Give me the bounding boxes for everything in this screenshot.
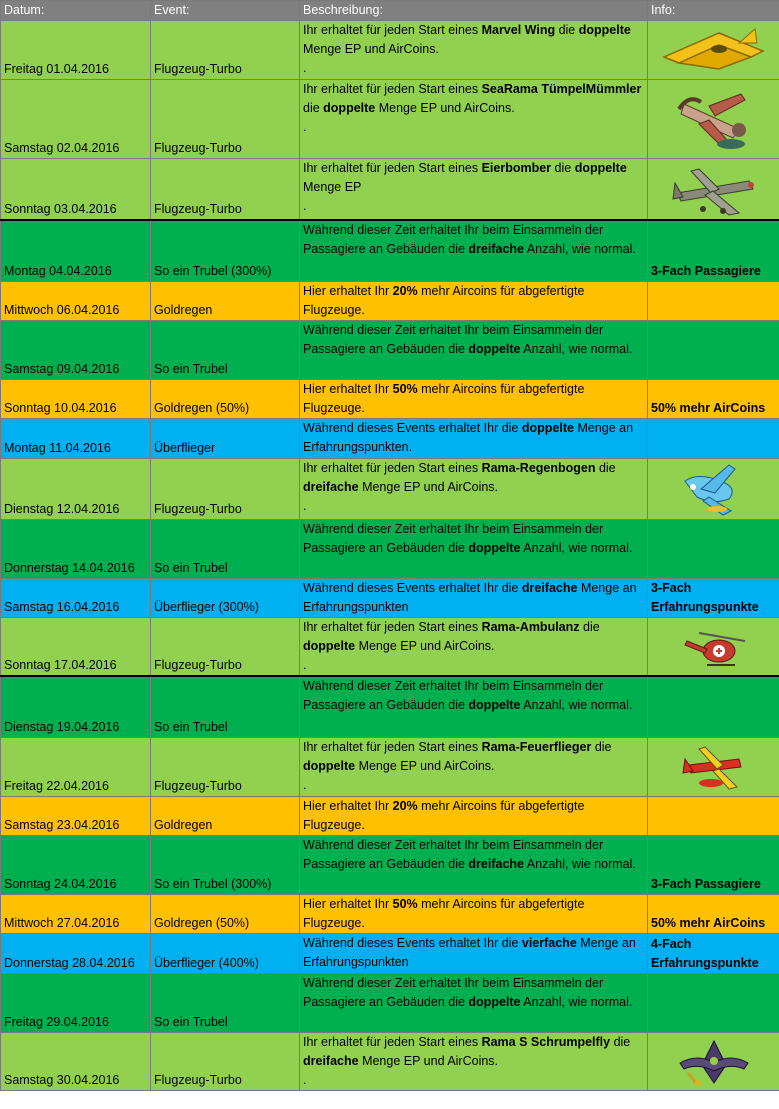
date-cell: Montag 04.04.2016	[1, 220, 151, 281]
event-cell: Goldregen	[151, 281, 300, 320]
event-cell: So ein Trubel	[151, 973, 300, 1032]
table-row	[1, 159, 779, 221]
header-row	[1, 1, 779, 21]
description-cell	[300, 418, 648, 458]
table-row	[1, 281, 779, 320]
event-cell: So ein Trubel (300%)	[151, 220, 300, 281]
table-row	[1, 676, 779, 737]
description-fragment: Ihr erhaltet für jeden Start eines	[303, 161, 482, 175]
description-fragment: Während dieser Zeit erhaltet Ihr beim Einsammeln der Passagiere an Gebäuden die	[303, 679, 604, 712]
description-fragment: die	[303, 101, 324, 115]
description-fragment: Anzahl, wie normal.	[520, 341, 633, 356]
event-cell: Goldregen (50%)	[151, 379, 300, 418]
description-fragment: vierfache	[521, 935, 577, 950]
rama-feuerflieger-plane-icon	[648, 739, 779, 794]
description-dot: .	[303, 120, 307, 134]
info-cell: 3-Fach Passagiere	[648, 220, 779, 281]
searama-plane-icon	[648, 84, 779, 154]
description-dot: .	[303, 777, 307, 792]
event-cell: Flugzeug-Turbo	[151, 458, 300, 519]
description-cell	[300, 379, 648, 418]
description-fragment: Während dieses Events erhaltet Ihr die	[303, 935, 522, 950]
table-row	[1, 320, 779, 379]
description-fragment: Rama-Ambulanz	[481, 619, 580, 634]
event-cell: Goldregen (50%)	[151, 894, 300, 933]
description-fragment: Ihr erhaltet für jeden Start eines	[303, 460, 482, 475]
description-fragment: doppelte	[303, 758, 356, 773]
date-cell: Freitag 29.04.2016	[1, 973, 151, 1032]
description-fragment: doppelte	[468, 994, 521, 1009]
date-cell: Donnerstag 28.04.2016	[1, 933, 151, 973]
event-cell: Goldregen	[151, 796, 300, 835]
description-fragment: Während dieser Zeit erhaltet Ihr beim Einsammeln der Passagiere an Gebäuden die	[303, 521, 604, 555]
description-fragment: Menge EP	[303, 180, 362, 194]
description-fragment: Anzahl, wie normal.	[524, 856, 636, 871]
event-cell: Flugzeug-Turbo	[151, 159, 300, 221]
description-cell	[300, 796, 648, 835]
description-fragment: Hier erhaltet Ihr	[303, 798, 393, 813]
date-cell: Sonntag 03.04.2016	[1, 159, 151, 221]
rama-regenbogen-plane-icon	[648, 459, 779, 519]
description-fragment: Anzahl, wie normal.	[520, 540, 633, 555]
date-cell: Sonntag 24.04.2016	[1, 835, 151, 894]
info-cell: 3-Fach Passagiere	[648, 835, 779, 894]
description-fragment: 50%	[392, 381, 418, 396]
description-fragment: Menge EP und AirCoins.	[355, 758, 495, 773]
description-fragment: Menge an Erfahrungspunkten.	[303, 420, 634, 454]
event-cell: Flugzeug-Turbo	[151, 737, 300, 796]
info-cell	[648, 519, 779, 578]
info-cell	[648, 281, 779, 320]
table-row	[1, 578, 779, 617]
table-row	[1, 737, 779, 796]
description-fragment: mehr Aircoins für abgefertigte Flugzeuge.	[303, 283, 585, 317]
description-cell	[300, 578, 648, 617]
description-cell	[300, 973, 648, 1032]
description-cell	[300, 220, 648, 281]
info-cell	[648, 458, 779, 519]
description-fragment: SeaRama TümpelMümmler	[481, 82, 642, 96]
description-fragment: Rama-Regenbogen	[481, 460, 596, 475]
description-cell	[300, 1032, 648, 1090]
description-fragment: doppelte	[323, 101, 376, 115]
info-cell: 50% mehr AirCoins	[648, 379, 779, 418]
description-fragment: Menge an Erfahrungspunkten	[303, 580, 637, 614]
table-row	[1, 973, 779, 1032]
date-cell: Samstag 30.04.2016	[1, 1032, 151, 1090]
rama-ambulanz-helicopter-icon	[648, 619, 779, 674]
description-fragment: doppelte	[468, 341, 521, 356]
description-fragment: doppelte	[574, 161, 627, 175]
description-fragment: doppelte	[468, 698, 521, 712]
description-fragment: Während dieser Zeit erhaltet Ihr beim Einsammeln der Passagiere an Gebäuden die	[303, 837, 604, 871]
info-cell	[648, 1032, 779, 1090]
description-cell	[300, 458, 648, 519]
date-cell: Dienstag 19.04.2016	[1, 676, 151, 737]
description-fragment: Eierbomber	[481, 161, 552, 175]
description-cell	[300, 894, 648, 933]
table-row	[1, 894, 779, 933]
eierbomber-plane-icon	[648, 159, 779, 219]
description-fragment: dreifache	[468, 242, 524, 256]
event-cell: Flugzeug-Turbo	[151, 21, 300, 80]
description-fragment: Anzahl, wie normal.	[520, 994, 633, 1009]
header-description: Beschreibung:	[300, 1, 648, 21]
description-fragment: Anzahl, wie normal.	[520, 698, 633, 712]
description-fragment: Während dieser Zeit erhaltet Ihr beim Einsammeln der Passagiere an Gebäuden die	[303, 223, 604, 256]
date-cell: Dienstag 12.04.2016	[1, 458, 151, 519]
date-cell: Sonntag 10.04.2016	[1, 379, 151, 418]
date-cell: Samstag 02.04.2016	[1, 80, 151, 159]
info-cell	[648, 418, 779, 458]
event-cell: Überflieger (400%)	[151, 933, 300, 973]
date-cell: Samstag 16.04.2016	[1, 578, 151, 617]
description-fragment: mehr Aircoins für abgefertigte Flugzeuge.	[303, 381, 585, 415]
header-date: Datum:	[1, 1, 151, 21]
table-row	[1, 519, 779, 578]
event-cell: Überflieger (300%)	[151, 578, 300, 617]
description-fragment: mehr Aircoins für abgefertigte Flugzeuge.	[303, 896, 585, 930]
description-fragment: die	[591, 739, 612, 754]
info-cell	[648, 21, 779, 80]
description-fragment: Hier erhaltet Ihr	[303, 283, 393, 298]
description-fragment: Menge EP und AirCoins.	[303, 42, 439, 56]
description-fragment: die	[610, 1034, 631, 1049]
description-dot: .	[303, 498, 307, 513]
table-row	[1, 220, 779, 281]
description-fragment: Menge EP und AirCoins.	[358, 1053, 499, 1068]
table-row	[1, 379, 779, 418]
info-cell	[648, 80, 779, 159]
date-cell: Mittwoch 06.04.2016	[1, 281, 151, 320]
info-cell	[648, 159, 779, 221]
description-fragment: Menge EP und AirCoins.	[355, 638, 495, 653]
rama-s-schrumpelfly-plane-icon	[648, 1033, 779, 1089]
info-cell	[648, 617, 779, 676]
table-row	[1, 933, 779, 973]
description-fragment: Rama S Schrumpelfly	[481, 1034, 611, 1049]
description-fragment: Während dieser Zeit erhaltet Ihr beim Einsammeln der Passagiere an Gebäuden die	[303, 975, 604, 1009]
info-cell	[648, 320, 779, 379]
description-cell	[300, 320, 648, 379]
table-row	[1, 796, 779, 835]
date-cell: Donnerstag 14.04.2016	[1, 519, 151, 578]
info-cell	[648, 973, 779, 1032]
description-cell	[300, 737, 648, 796]
table-row	[1, 835, 779, 894]
table-row	[1, 617, 779, 676]
description-dot: .	[303, 199, 307, 213]
description-fragment: dreifache	[303, 479, 359, 494]
description-fragment: die	[551, 161, 575, 175]
description-fragment: Während dieser Zeit erhaltet Ihr beim Einsammeln der Passagiere an Gebäuden die	[303, 322, 604, 356]
table-row	[1, 458, 779, 519]
event-cell: Flugzeug-Turbo	[151, 617, 300, 676]
description-cell	[300, 80, 648, 159]
description-dot: .	[303, 1072, 307, 1087]
description-dot: .	[303, 657, 307, 672]
description-cell	[300, 159, 648, 221]
description-fragment: dreifache	[521, 580, 578, 595]
date-cell: Montag 11.04.2016	[1, 418, 151, 458]
info-cell: 50% mehr AirCoins	[648, 894, 779, 933]
event-cell: So ein Trubel (300%)	[151, 835, 300, 894]
description-fragment: dreifache	[468, 856, 524, 871]
event-cell: Flugzeug-Turbo	[151, 80, 300, 159]
table-row	[1, 1032, 779, 1090]
date-cell: Samstag 23.04.2016	[1, 796, 151, 835]
description-cell	[300, 617, 648, 676]
description-cell	[300, 21, 648, 80]
description-dot: .	[303, 61, 307, 75]
info-cell	[648, 676, 779, 737]
description-fragment: Hier erhaltet Ihr	[303, 896, 393, 911]
description-fragment: Während dieses Events erhaltet Ihr die	[303, 580, 522, 595]
description-fragment: Ihr erhaltet für jeden Start eines	[303, 23, 482, 37]
table-row	[1, 21, 779, 80]
description-cell	[300, 676, 648, 737]
event-cell: So ein Trubel	[151, 519, 300, 578]
date-cell: Sonntag 17.04.2016	[1, 617, 151, 676]
description-fragment: 20%	[392, 283, 418, 298]
description-fragment: Ihr erhaltet für jeden Start eines	[303, 82, 482, 96]
description-fragment: doppelte	[468, 540, 521, 555]
description-fragment: Ihr erhaltet für jeden Start eines	[303, 1034, 482, 1049]
description-fragment: die	[555, 23, 579, 37]
info-cell	[648, 796, 779, 835]
description-cell	[300, 933, 648, 973]
description-fragment: Menge EP und AirCoins.	[375, 101, 515, 115]
table-row	[1, 418, 779, 458]
description-fragment: doppelte	[303, 638, 356, 653]
date-cell: Freitag 22.04.2016	[1, 737, 151, 796]
description-fragment: 20%	[392, 798, 418, 813]
description-fragment: Menge EP und AirCoins.	[358, 479, 499, 494]
event-cell: So ein Trubel	[151, 676, 300, 737]
event-cell: Flugzeug-Turbo	[151, 1032, 300, 1090]
description-fragment: Rama-Feuerflieger	[481, 739, 592, 754]
event-cell: Überflieger	[151, 418, 300, 458]
header-event: Event:	[151, 1, 300, 21]
description-fragment: dreifache	[303, 1053, 359, 1068]
header-info: Info:	[648, 1, 779, 21]
info-cell: 4-Fach Erfahrungspunkte	[648, 933, 779, 973]
description-fragment: 50%	[392, 896, 418, 911]
description-cell	[300, 281, 648, 320]
description-fragment: Während dieses Events erhaltet Ihr die	[303, 420, 522, 435]
date-cell: Freitag 01.04.2016	[1, 21, 151, 80]
description-fragment: die	[579, 619, 600, 634]
description-fragment: Ihr erhaltet für jeden Start eines	[303, 739, 482, 754]
description-fragment: Anzahl, wie normal.	[524, 242, 636, 256]
date-cell: Samstag 09.04.2016	[1, 320, 151, 379]
event-cell: So ein Trubel	[151, 320, 300, 379]
description-fragment: mehr Aircoins für abgefertigte Flugzeuge.	[303, 798, 585, 832]
table-row	[1, 80, 779, 159]
description-fragment: doppelte	[521, 420, 574, 435]
description-fragment: doppelte	[578, 23, 631, 37]
marvel-wing-plane-icon	[648, 25, 779, 75]
info-cell	[648, 737, 779, 796]
description-fragment: Menge an Erfahrungspunkten	[303, 935, 636, 969]
description-fragment: Hier erhaltet Ihr	[303, 381, 393, 396]
description-fragment: Marvel Wing	[481, 23, 556, 37]
description-fragment: die	[595, 460, 616, 475]
info-cell: 3-Fach Erfahrungspunkte	[648, 578, 779, 617]
description-cell	[300, 519, 648, 578]
description-fragment: Ihr erhaltet für jeden Start eines	[303, 619, 482, 634]
description-cell	[300, 835, 648, 894]
date-cell: Mittwoch 27.04.2016	[1, 894, 151, 933]
